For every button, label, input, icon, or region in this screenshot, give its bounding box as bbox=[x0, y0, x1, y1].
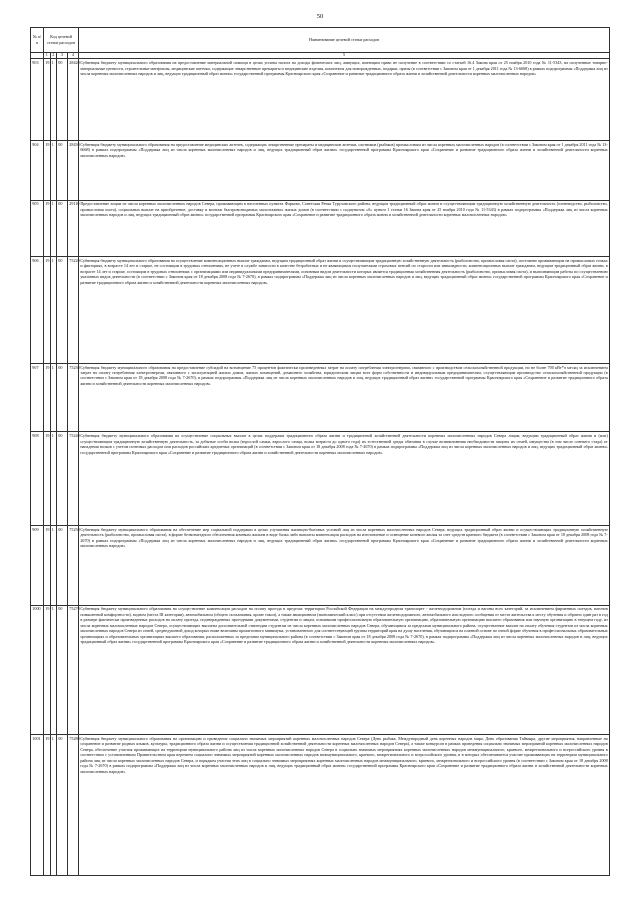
code-part: 28420 bbox=[68, 59, 79, 141]
row-num: 909 bbox=[31, 525, 44, 605]
row-description: Субвенция бюджету муниципального образования на обеспечение мер социальной поддержки в целях улучшения жилищно-бытовых условий лиц из числа коренных малочисленных народов Севера, ведущих традиционный образ жизни и осуществляющих традиционную хозяйственную деятельность (рыболовство, промысловая охота), в форме безвозмездного обеспечения кочевым жильем в виде балка либо выплаты компенсации расходов на изготовление и освещение кочевого жилья за счет средств краевого бюджета (в соответствии с Законом края от 18 декабря 2008 года № 7-2670) в рамках подпрограммы «Поддержка лиц из числа коренных малочисленных народов и лиц, ведущих традиционный образ жизни» государственной программы Красноярского края «Сохранение и развитие традиционного образа жизни и хозяйственной деятельности коренных малочисленных народов» bbox=[79, 525, 610, 605]
row-num: 1000 bbox=[31, 605, 44, 735]
row-num: 905 bbox=[31, 200, 44, 257]
code-part: 00 bbox=[57, 605, 68, 735]
code-part: 00 bbox=[57, 363, 68, 432]
code-part: 19 bbox=[44, 59, 51, 141]
code-part: 00 bbox=[57, 525, 68, 605]
row-num: 903 bbox=[31, 59, 44, 141]
table-row bbox=[31, 140, 610, 200]
row-num: 906 bbox=[31, 257, 44, 364]
code-part: 75230 bbox=[68, 363, 79, 432]
table-row bbox=[31, 605, 610, 735]
code-part: 00 bbox=[57, 59, 68, 141]
row-description: Субвенция бюджету муниципального образования на предоставление материальной помощи в целях уплаты налога на доходы физических лиц, живущих, имеющим право не получение в соответствии со статьей 16.4 Закона края от 25 ноября 2010 года № 11-5343, на полученные товарно-материальные ценности, строительные материалы, медицинские аптечки, содержащие лекарственные препараты и медицинские изделия, комплекты для новорожденных, подарки, призы (в соответствии с Законом края от 1 декабря 2011 года № 13-6668) в рамках подпрограммы «Поддержка лиц из числа коренных малочисленных народов и лиц, ведущих традиционный образ жизни» государственной программы Красноярского края «Сохранение и развитие традиционного образа жизни и хозяйственной деятельности коренных малочисленных народов» bbox=[79, 59, 610, 141]
code-part: 1 bbox=[50, 605, 57, 735]
code-part: 1 bbox=[50, 363, 57, 432]
table-row bbox=[31, 257, 610, 364]
table-row bbox=[31, 59, 610, 141]
row-description: Предоставление лицам из числа коренных малочисленных народов Севера, проживающим в населенных пунктах Фарково, Советская Речка Туруханского района, ведущим традиционный образ жизни и осуществляющим традиционную хозяйственную деятельность (оленеводство, рыболовство, промысловая охота), социальных выплат на приобретение, доставку и монтаж быстровозводимых малоэтажных жилых домов (в соответствии с подпунктом «б» пункта 1 статьи 16 Закона края от 25 ноября 2010 года № 11-5343) в рамках подпрограммы «Поддержка лиц из числа коренных малочисленных народов и лиц, ведущих традиционный образ жизни» государственной программы Красноярского края «Сохранение и развитие традиционного образа жизни и хозяйственной деятельности коренных малочисленных народов» bbox=[79, 200, 610, 257]
code-part: 75280 bbox=[68, 735, 79, 876]
row-num: 907 bbox=[31, 363, 44, 432]
code-part: 00 bbox=[57, 432, 68, 526]
code-part: 75240 bbox=[68, 432, 79, 526]
header-code: Код целевой статьи расходов bbox=[44, 28, 79, 53]
page-number: 50 bbox=[316, 13, 324, 20]
code-part: 1 bbox=[50, 735, 57, 876]
row-num: 1001 bbox=[31, 735, 44, 876]
code-part: 19 bbox=[44, 432, 51, 526]
code-part: 1 bbox=[50, 200, 57, 257]
code-part: 75250 bbox=[68, 525, 79, 605]
table-row bbox=[31, 200, 610, 257]
row-description: Субвенция бюджету муниципального образования на предоставление медицинских аптечек, содержащих лекарственные препараты и медицинские аптечки, охотников (рыбаков) промысловым из числа коренных малочисленных народов (в соответствии с Законом края от 1 декабря 2011 года № 13-6668) в рамках подпрограммы «Поддержка лиц из числа коренных малочисленных народов и лиц, ведущих традиционный образ жизни» государственной программы Красноярского края «Сохранение и развитие традиционного образа жизни и хозяйственной деятельности коренных малочисленных народов» bbox=[79, 140, 610, 200]
header-name: Наименование целевой статьи расходов bbox=[79, 28, 610, 53]
code-part: 1 bbox=[50, 140, 57, 200]
row-description: Субвенция бюджету муниципального образования на осуществление социальных выплат в целях поддержки традиционного образа жизни и традиционной хозяйственной деятельности коренных малочисленных народов Севера лицам, ведущим традиционный образ жизни и (или) осуществляющим традиционную хозяйственную деятельность, за добытые особи волка (взрослой самки, взрослого самца, волка возраста до одного года) их естественной среды обитания в случае возникновения необходимости защиты их семей, имущества (в том числе оленьего стада) от нападения волков с учетом почтовых расходов или расходов российских кредитных организаций (в соответствии с Законом края от 18 декабря 2008 года № 7-2670) в рамках подпрограммы «Поддержка лиц из числа коренных малочисленных народов и лиц, ведущих традиционный образ жизни» государственной программы Красноярского края «Сохранение и развитие традиционного образа жизни и хозяйственной деятельности коренных малочисленных народов» bbox=[79, 432, 610, 526]
code-part: 19 bbox=[44, 735, 51, 876]
row-description: Субвенция бюджету муниципального образования на осуществление компенсационных выплат гражданам, ведущим традиционный образ жизни и осуществляющим традиционную хозяйственную деятельность (рыболовство, промысловая охота), постоянно проживающим на промысловых точках и факториях, в возрасте 14 лет и старше, не состоящим в трудовых отношениях, не учете в службе занятости в качестве безработных и не являющимся получателями страховых пенсий по старости или инвалидности, компенсационных выплат гражданам, ведущим традиционный образ жизни, в возрасте 14 лет и старше, состоящим в трудовых отношениях с организациями или индивидуальными предпринимателями, основным видом деятельности которых является традиционная хозяйственная деятельность (рыболовство, промысловая охота), и выполняющим работы по осуществлению указанных видов деятельности (в соответствии с Законом края от 18 декабря 2008 года № 7-2670), в рамках подпрограммы «Поддержка лиц из числа коренных малочисленных народов и лиц, ведущих традиционный образ жизни» государственной программы Красноярского края «Сохранение и развитие традиционного образа жизни и хозяйственной деятельности коренных малочисленных народов» bbox=[79, 257, 610, 364]
code-part: 75270 bbox=[68, 605, 79, 735]
table-row bbox=[31, 363, 610, 432]
row-description: Субвенция бюджету муниципального образования на организацию и проведение социально значимых мероприятий коренных малочисленных народов Севера (День рыбака, Международный день коренных народов мира, День образования Таймыра, другие мероприятия, направленные на сохранение и развитие родных языков, культуры, традиционного образа жизни и осуществления традиционной хозяйственной деятельности коренных малочисленных народов Севера), а также конкурсов в рамках проведения социально значимых мероприятий коренных малочисленных народов Севера, обеспечение участия проживающих на территории муниципального района лиц из числа коренных малочисленных народов Севера в социально значимых мероприятиях коренных малочисленных народов межмуниципального, краевого, межрегионального и всероссийского уровня в соответствии с установленным Правительством края перечнем социально значимых мероприятий коренных малочисленных народов межмуниципального, краевого, межрегионального и всероссийского уровня, и в которых обеспечивается участие проживающих на территории муниципального района лиц из числа коренных малочисленных народов Севера, и порядком участия этих лиц в социально значимых мероприятиях коренных малочисленных народов межмуниципального, краевого, межрегионального и всероссийского уровня (в соответствии с Законом края от 18 декабря 2008 года № 7-2670) в рамках подпрограммы «Поддержка лиц из числа коренных малочисленных народов и лиц, ведущих традиционный образ жизни» государственной программы Красноярского края «Сохранение и развитие традиционного образа жизни и хозяйственной деятельности коренных малочисленных народов» bbox=[79, 735, 610, 876]
code-part: 75220 bbox=[68, 257, 79, 364]
table-row bbox=[31, 525, 610, 605]
code-part: 19 bbox=[44, 257, 51, 364]
row-num: 908 bbox=[31, 432, 44, 526]
code-part: 00 bbox=[57, 257, 68, 364]
code-part: 1 bbox=[50, 59, 57, 141]
code-part: 29110 bbox=[68, 200, 79, 257]
code-part: 00 bbox=[57, 140, 68, 200]
header-num: № п/п bbox=[31, 28, 44, 53]
index-cell: 5 bbox=[79, 52, 610, 59]
code-part: 00 bbox=[57, 735, 68, 876]
budget-table bbox=[30, 27, 610, 876]
table-row bbox=[31, 432, 610, 526]
code-part: 19 bbox=[44, 525, 51, 605]
code-part: 28430 bbox=[68, 140, 79, 200]
code-part: 19 bbox=[44, 140, 51, 200]
index-cell: 2 bbox=[50, 52, 57, 59]
code-part: 1 bbox=[50, 525, 57, 605]
code-part: 19 bbox=[44, 363, 51, 432]
code-part: 00 bbox=[57, 200, 68, 257]
row-description: Субвенция бюджету муниципального образования на осуществление компенсации расходов на оплату проезда в пределах территории Российской Федерации на междугородном транспорте - железнодорожном (поезда и вагоны всех категорий, за исключением фирменных поездов, вагонов повышенной комфортности), водном (места III категории), автомобильном (общего пользования, кроме такси), а также авиационном (экономический класс) при отсутствии железнодорожного, автомобильного или водного сообщения от места жительства к месту обучения и обратно один раз в год в размере фактически произведенных расходов на оплату проезда, подтвержденных проездными документами, студентам и лицам, освоившим профессиональную образовательную организацию, образовательную организацию высшего образования или научную организацию в текущем году, из числа коренных малочисленных народов Севера, осуществляющих выплаты дополнительной стипендии студентам из числа коренных малочисленных народов Севера, обучающимся за пределами муниципального района, осуществление выплат на оплату обучения студентов из числа коренных малочисленных народов Севера из семей, среднедушевой доход которых ниже величины прожиточного минимума, установленного для соответствующей группы территорий края на душу населения, обучающихся на платной основе по очной форме обучения в профессиональных образовательных организациях и образовательных организациях высшего образования, расположенных за пределами муниципального района (в соответствии с Законом края от 18 декабря 2008 года № 7-2670), в рамках подпрограммы «Поддержка лиц из числа коренных малочисленных народов и лиц, ведущих традиционный образ жизни» государственной программы Красноярского края «Сохранение и развитие традиционного образа жизни и хозяйственной деятельности коренных малочисленных народов» bbox=[79, 605, 610, 735]
code-part: 1 bbox=[50, 432, 57, 526]
table-index-row bbox=[31, 52, 610, 59]
index-cell: 3 bbox=[57, 52, 68, 59]
code-part: 19 bbox=[44, 605, 51, 735]
index-cell bbox=[31, 52, 44, 59]
table-header-row bbox=[31, 28, 610, 53]
code-part: 1 bbox=[50, 257, 57, 364]
table-row bbox=[31, 735, 610, 876]
row-description: Субвенция бюджету муниципального образования на предоставление субсидий на возмещение 75 процентов фактически произведенных затрат на оплату потребления электроэнергии, связанного с производством сельскохозяйственной продукции, но не более 700 кВт*ч месяц за исключением затрат на оплату потребления электроэнергии, связанного с эксплуатацией жилых домов, жилых помещений, домашнего хозяйства, юридическим лицам всех форм собственности и индивидуальным предпринимателям, осуществляющим производство сельскохозяйственной продукции (в соответствии с Законом края от 18 декабря 2008 года № 7-2670), в рамках подпрограммы «Поддержка лиц из числа коренных малочисленных народов и лиц, ведущих традиционный образ жизни» государственной программы Красноярского края «Сохранение и развитие традиционного образа жизни и хозяйственной деятельности коренных малочисленных народов» bbox=[79, 363, 610, 432]
code-part: 19 bbox=[44, 200, 51, 257]
row-num: 904 bbox=[31, 140, 44, 200]
index-cell: 1 bbox=[44, 52, 51, 59]
index-cell: 4 bbox=[68, 52, 79, 59]
